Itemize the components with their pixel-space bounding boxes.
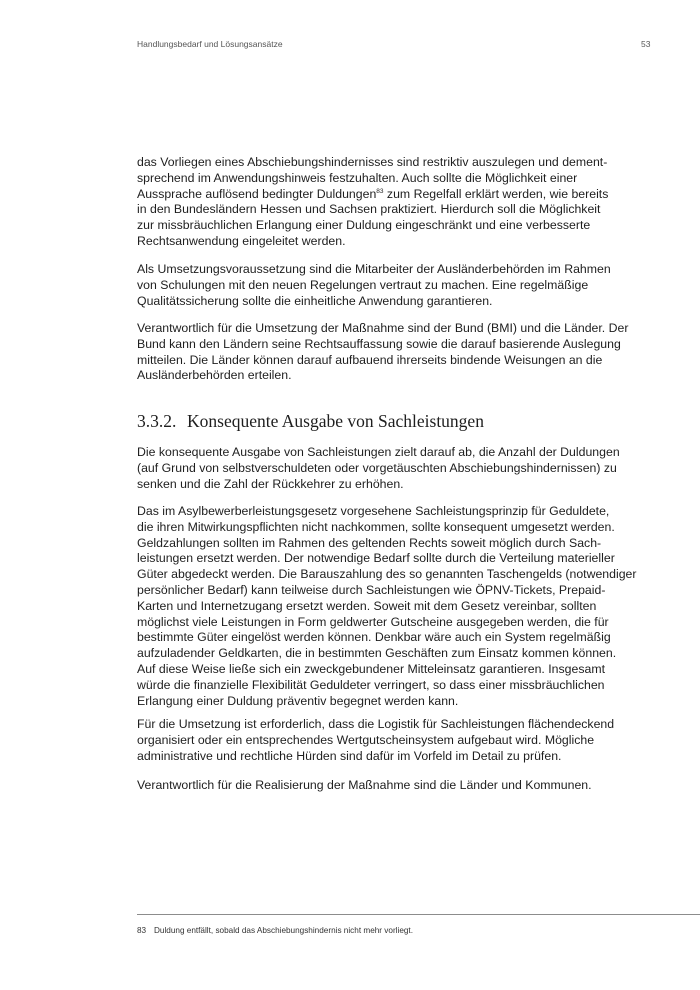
text-line: sprechend im Anwendungshinweis festzuhalten. Auch sollte die Möglichkeit einer	[137, 170, 578, 185]
text-line: Ausländerbehörden erteilen.	[137, 368, 292, 383]
text-line: (auf Grund von selbstverschuldeten oder vorgetäuschten Abschiebungshindernissen) zu	[137, 460, 617, 475]
text-line: Geldzahlungen sollten im Rahmen des geltenden Rechts soweit möglich durch Sach-	[137, 535, 602, 550]
section-heading	[137, 410, 484, 432]
footnote	[137, 925, 413, 936]
paragraph-5	[137, 504, 637, 709]
text-line: in den Bundesländern Hessen und Sachsen praktiziert. Hierdurch soll die Möglichkeit	[137, 202, 601, 217]
paragraph-7	[137, 778, 592, 794]
footnote-reference: 83	[376, 187, 384, 195]
paragraph-6	[137, 717, 615, 764]
text-line: Erlangung einer Duldung präventiv begegnet werden kann.	[137, 693, 459, 708]
running-header-title: Handlungsbedarf und Lösungsansätze	[137, 39, 283, 49]
text-line: Die konsequente Ausgabe von Sachleistungen zielt darauf ab, die Anzahl der Duldungen	[137, 445, 620, 459]
text-line: die ihren Mitwirkungspflichten nicht nachkommen, sollte konsequent umgesetzt werden.	[137, 519, 615, 534]
page-number: 53	[641, 39, 651, 49]
text-line: Qualitätssicherung sollte die einheitliche Anwendung garantieren.	[137, 293, 493, 308]
text-fragment: zum Regelfall erklärt werden, wie bereits	[383, 186, 609, 201]
paragraph-2	[137, 262, 611, 309]
text-line: von Schulungen mit den neuen Regelungen vertraut zu machen. Eine regelmäßige	[137, 277, 589, 292]
text-line: das Vorliegen eines Abschiebungshindernisses sind restriktiv auszulegen und dement-	[137, 155, 608, 169]
text-line: Als Umsetzungsvoraussetzung sind die Mitarbeiter der Ausländerbehörden im Rahmen	[137, 262, 611, 276]
text-line: Bund kann den Ländern seine Rechtsauffassung sowie die darauf basierende Auslegung	[137, 336, 621, 351]
paragraph-4	[137, 445, 620, 492]
text-line: administrative und rechtliche Hürden sind dafür im Vorfeld im Detail zu prüfen.	[137, 748, 562, 763]
text-line: Für die Umsetzung ist erforderlich, dass die Logistik für Sachleistungen flächendeckend	[137, 717, 615, 731]
text-line: aufzuladender Geldkarten, die in bestimmten Geschäften zum Einsatz kommen können.	[137, 646, 617, 661]
footnote-divider	[137, 914, 700, 915]
text-line: würde die finanzielle Flexibilität Geduldeter verringert, so dass einer missbräuchlichen	[137, 677, 605, 692]
text-line: Das im Asylbewerberleistungsgesetz vorgesehene Sachleistungsprinzip für Geduldete,	[137, 504, 610, 518]
paragraph-3	[137, 321, 629, 384]
text-line: persönlicher Bedarf) kann teilweise durch Sachleistungen wie ÖPNV-Tickets, Prepaid-	[137, 582, 606, 597]
text-line: organisiert oder ein entsprechendes Wertgutscheinsystem aufgebaut wird. Mögliche	[137, 732, 595, 747]
text-line: Auf diese Weise ließe sich ein zweckgebundener Mitteleinsatz garantieren. Insgesamt	[137, 661, 605, 676]
text-line: Güter abgedeckt werden. Die Barauszahlung des so genannten Taschengelds (notwendiger	[137, 567, 637, 582]
text-line	[137, 186, 609, 203]
footnote-number: 83	[137, 926, 147, 935]
text-line: Verantwortlich für die Umsetzung der Maßnahme sind der Bund (BMI) und die Länder. Der	[137, 321, 629, 335]
text-fragment: Aussprache auflösend bedingter Duldungen	[137, 186, 377, 201]
text-line: senken und die Zahl der Rückkehrer zu erhöhen.	[137, 476, 404, 491]
text-line: bestimmte Güter eingelöst werden können. Denkbar wäre auch ein System regelmäßig	[137, 630, 611, 645]
paragraph-1	[137, 155, 609, 250]
text-line: Rechtsanwendung eingeleitet werden.	[137, 233, 346, 248]
text-line: mitteilen. Die Länder können darauf aufbauend ihrerseits bindende Weisungen an die	[137, 352, 603, 367]
text-line: Karten und Internetzugang ersetzt werden. Soweit mit dem Gesetz vereinbar, sollten	[137, 598, 597, 613]
text-line: zur missbräuchlichen Erlangung einer Duldung eingeschränkt und eine verbesserte	[137, 218, 591, 233]
text-line: möglichst viele Leistungen in Form geldwerter Gutscheine ausgegeben werden, die für	[137, 614, 609, 629]
section-number: 3.3.2.	[137, 411, 177, 431]
text-line: Verantwortlich für die Realisierung der Maßnahme sind die Länder und Kommunen.	[137, 778, 592, 792]
text-line: leistungen ersetzt werden. Der notwendige Bedarf sollte durch die Verteilung materieller	[137, 551, 615, 566]
section-title: Konsequente Ausgabe von Sachleistungen	[187, 411, 484, 431]
footnote-text: Duldung entfällt, sobald das Abschiebungshindernis nicht mehr vorliegt.	[154, 926, 413, 935]
